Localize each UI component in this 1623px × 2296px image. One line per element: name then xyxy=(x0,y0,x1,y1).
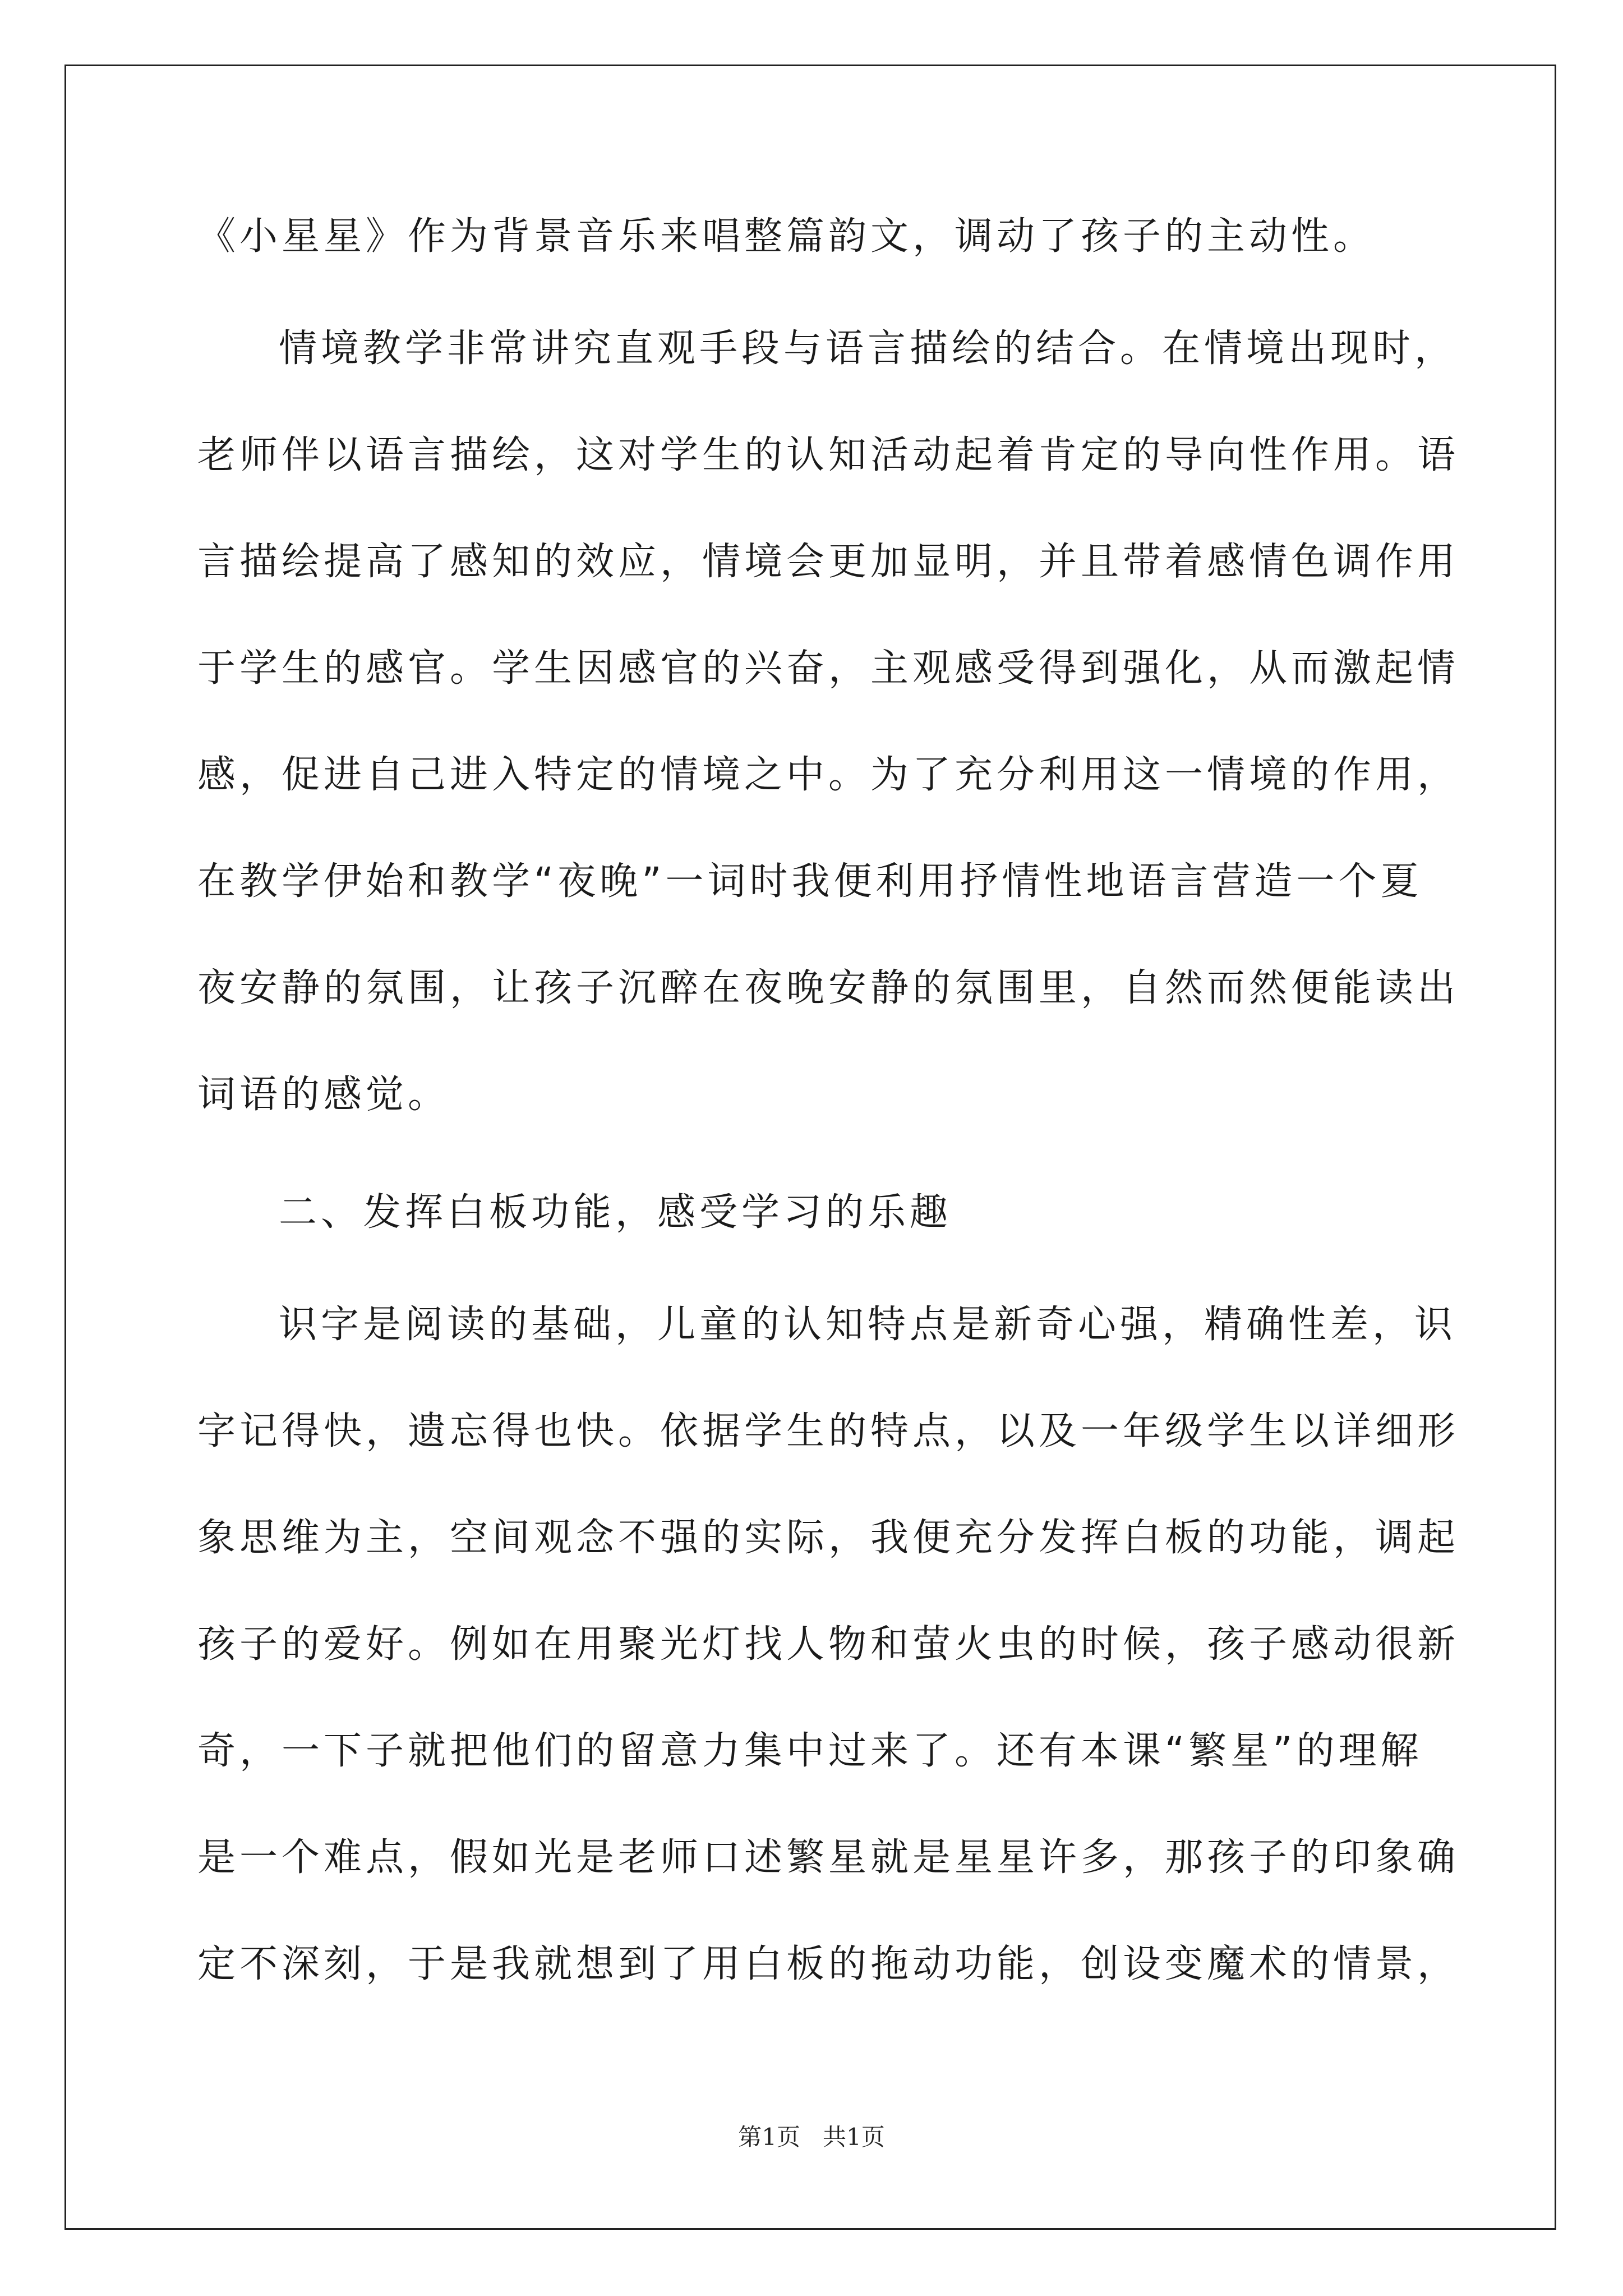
paragraph-first-line: 识字是阅读的基础，儿童的认知特点是新奇心强，精确性差，识 xyxy=(279,1303,1457,1347)
footer-spacer xyxy=(800,2123,823,2151)
text-line: 象思维为主，空间观念不强的实际，我便充分发挥白板的功能，调起 xyxy=(197,1516,1460,1560)
text-line: 言描绘提高了感知的效应，情境会更加显明，并且带着感情色调作用 xyxy=(197,540,1460,584)
paragraph-first-line: 情境教学非常讲究直观手段与语言描绘的结合。在情境出现时， xyxy=(279,326,1457,371)
page-footer xyxy=(0,2123,1623,2152)
text-line: 是一个难点，假如光是老师口述繁星就是星星许多，那孩子的印象确 xyxy=(197,1835,1460,1880)
text-line: 于学生的感官。学生因感官的兴奋，主观感受得到强化，从而激起情 xyxy=(197,646,1460,691)
text-line: 《小星星》作为背景音乐来唱整篇韵文，调动了孩子的主动性。 xyxy=(197,214,1376,259)
text-line: 在教学伊始和教学“夜晚”一词时我便利用抒情性地语言营造一个夏 xyxy=(197,859,1423,904)
page-total: 共1页 xyxy=(823,2123,885,2151)
text-line: 老师伴以语言描绘，这对学生的认知活动起着肯定的导向性作用。语 xyxy=(197,433,1460,477)
text-line: 定不深刻，于是我就想到了用白板的拖动功能，创设变魔术的情景， xyxy=(197,1942,1460,1986)
text-line: 奇，一下子就把他们的留意力集中过来了。还有本课“繁星”的理解 xyxy=(197,1729,1423,1773)
text-line: 孩子的爱好。例如在用聚光灯找人物和萤火虫的时候，孩子感动很新 xyxy=(197,1622,1460,1667)
text-line: 字记得快，遗忘得也快。依据学生的特点，以及一年级学生以详细形 xyxy=(197,1409,1460,1453)
text-line: 感，促进自己进入特定的情境之中。为了充分利用这一情境的作用， xyxy=(197,753,1460,797)
section-heading: 二、发挥白板功能，感受学习的乐趣 xyxy=(279,1190,952,1235)
text-line: 词语的感觉。 xyxy=(197,1073,450,1117)
text-line: 夜安静的氛围，让孩子沉醉在夜晚安静的氛围里，自然而然便能读出 xyxy=(197,966,1460,1010)
page-number: 第1页 xyxy=(738,2123,800,2151)
